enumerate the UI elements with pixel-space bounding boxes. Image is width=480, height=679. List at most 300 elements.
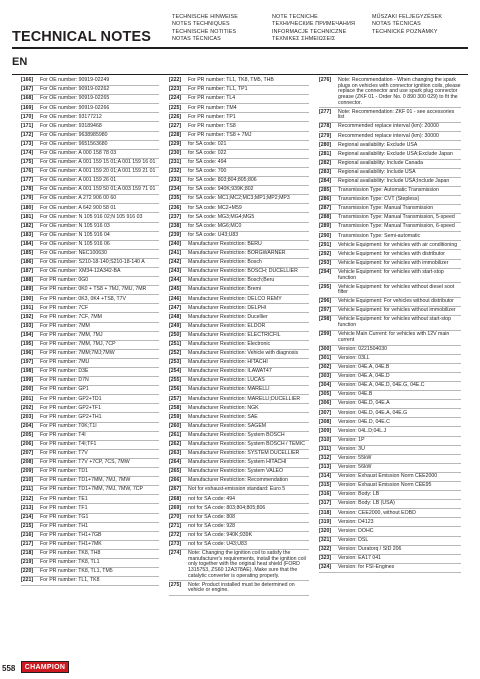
language-title: NOTE TECNICHE <box>272 14 318 20</box>
note-entry <box>319 500 461 509</box>
note-entry <box>21 177 159 186</box>
note-text: Version: DOHC <box>338 527 374 534</box>
notes-column-3 <box>319 77 461 573</box>
note-text: not for SA code: U43;U83 <box>188 541 247 548</box>
note-code: [311] <box>319 445 331 452</box>
note-entry <box>21 523 159 532</box>
note-code: [292] <box>319 250 332 257</box>
note-code: [179] <box>21 195 34 202</box>
note-code: [229] <box>169 140 182 147</box>
note-code: [219] <box>21 559 34 566</box>
note-entry <box>21 168 159 177</box>
note-code: [172] <box>21 131 34 138</box>
note-entry <box>169 177 309 186</box>
note-code: [317] <box>319 500 332 507</box>
note-text: for SA code: MG3;MG4;MG5 <box>188 213 255 220</box>
note-code: [275] <box>169 581 182 588</box>
note-entry <box>169 113 309 122</box>
note-text: For OE number: XM34-12A342-BA <box>40 268 121 275</box>
note-code: [176] <box>21 168 34 175</box>
note-code: [171] <box>21 122 34 129</box>
note-code: [262] <box>169 441 182 447</box>
note-text: Manufacturer Restriction: Vehicle with diagnosis <box>188 350 299 357</box>
note-text: For OE number: A 001 159 26 01 <box>40 177 117 184</box>
note-text: Manufacturer Restriction: System HITACHI <box>188 459 287 466</box>
note-text: Note: Changing the ignition coil to satisfy the manufacturer's requirements, install the ignition coil only together with the original heat shield (FORD 1315753, ZS60 12A378AE). Make sure that the catalytic converter is operating properly. <box>188 550 306 579</box>
note-entry <box>169 359 309 368</box>
note-text: For PR number: TK8, TL1, TM5 <box>40 568 113 575</box>
note-text: Regional availability: Include Canada <box>338 159 424 166</box>
note-text: For OE number: A 001 159 50 01;A 003 159 71 01 <box>40 186 156 193</box>
note-text: For OE number: A 642 900 58 01 <box>40 204 117 211</box>
note-text: For OE number: S210-18-140;S210-18-140 A <box>40 259 145 266</box>
note-entry <box>169 204 309 213</box>
note-code: [313] <box>319 464 332 471</box>
note-entry <box>21 232 159 241</box>
note-code: [315] <box>319 482 332 489</box>
language-title: INFORMACJE TECHNICZNE <box>272 28 347 35</box>
language-title-column <box>172 14 272 44</box>
language-title: NOTAS TÉCNICAS <box>172 36 221 43</box>
note-code: [256] <box>169 386 182 393</box>
section-divider <box>12 74 468 75</box>
note-code: [270] <box>169 513 182 520</box>
note-code: [266] <box>169 477 182 484</box>
note-text: For OE number: A 001 159 20 01;A 001 159 21 01 <box>40 168 156 175</box>
note-code: [302] <box>319 364 332 371</box>
note-text: Version: 04E.D, 04E.C <box>338 418 390 425</box>
note-code: [295] <box>319 283 332 290</box>
note-code: [250] <box>169 331 182 338</box>
note-code: [242] <box>169 259 182 266</box>
note-text: For OE number: NEC100630 <box>40 250 107 257</box>
note-text: For PR number: 7CF <box>40 304 89 311</box>
language-title-column <box>372 14 472 44</box>
note-entry <box>169 150 309 159</box>
note-code: [216] <box>21 531 34 538</box>
note-text: For PR number: GP2+TD1 <box>40 395 102 402</box>
note-entry <box>319 160 461 169</box>
note-text: Regional availability: Exclude USA <box>338 141 418 148</box>
note-entry <box>319 141 461 150</box>
note-code: [198] <box>21 368 34 375</box>
language-section-label: EN <box>12 56 28 68</box>
note-code: [272] <box>169 531 182 538</box>
note-entry <box>319 355 461 364</box>
note-code: [286] <box>319 196 332 203</box>
note-text: For PR number: 0K3, 0K4 +TS8, T7V <box>40 295 126 302</box>
note-text: For PR number: 7MM, 7MJ, 7CP <box>40 340 116 347</box>
note-text: Manufacturer Restriction: Bosch <box>188 259 262 266</box>
note-text: For OE number: 90919-02262 <box>40 86 110 93</box>
note-code: [271] <box>169 522 182 529</box>
note-entry <box>319 546 461 555</box>
note-text: For PR number: TM4 <box>188 104 237 111</box>
note-entry <box>21 132 159 141</box>
note-text: For PR number: 0K0 + TS8 + 7MJ, 7MU, 7MR <box>40 286 147 293</box>
note-code: [236] <box>169 204 182 211</box>
note-code: [188] <box>21 277 34 284</box>
note-code: [290] <box>319 232 332 239</box>
note-entry <box>319 437 461 446</box>
note-entry <box>319 223 461 232</box>
note-code: [178] <box>21 186 34 193</box>
note-entry <box>319 232 461 241</box>
note-code: [285] <box>319 187 332 194</box>
note-entry <box>169 141 309 150</box>
note-code: [210] <box>21 477 34 484</box>
note-text: For PR number: TL4 <box>188 95 236 102</box>
note-text: For PR number: TH1+7MK <box>40 541 102 548</box>
note-text: Version: Body: LB (USA) <box>338 500 395 507</box>
note-text: For PR number: T4I <box>40 431 86 438</box>
note-text: For OE number: N 105 916 03 <box>40 222 110 229</box>
note-code: [322] <box>319 545 332 552</box>
note-text: For PR number: TF1 <box>40 504 88 511</box>
note-entry <box>169 514 309 523</box>
note-code: [207] <box>21 450 34 457</box>
note-text: Vehicle Equipment: for vehicles with distributor <box>338 250 445 257</box>
note-text: Version: Exhaust Emission Norm CEE95 <box>338 482 432 489</box>
note-code: [185] <box>21 250 34 257</box>
note-text: Version: EA17 041 <box>338 555 381 561</box>
note-text: Version: 04E.D, 04E.A, 04E.G <box>338 409 408 416</box>
note-text: Version: DSL <box>338 536 369 543</box>
note-entry <box>21 504 159 513</box>
note-entry <box>21 277 159 286</box>
language-titles <box>172 14 472 44</box>
note-entry <box>319 527 461 536</box>
note-text: For OE number: 90919-02249 <box>40 77 110 84</box>
note-entry <box>319 564 461 573</box>
note-code: [235] <box>169 195 182 202</box>
note-text: For PR number: TK8, TL1 <box>40 559 100 566</box>
note-entry <box>169 368 309 377</box>
note-entry <box>319 373 461 382</box>
note-entry <box>169 523 309 532</box>
note-text: For PR number: 7MU <box>40 359 90 366</box>
note-code: [240] <box>169 240 182 247</box>
note-text: not for SA code: 928 <box>188 522 236 529</box>
note-code: [194] <box>21 331 34 338</box>
note-entry <box>319 482 461 491</box>
note-text: for SA code: U43;U83 <box>188 231 239 238</box>
note-code: [168] <box>21 95 34 102</box>
note-code: [246] <box>169 295 182 302</box>
note-text: Version: 04E.A, 04E.D, 04E.G, 04E.C <box>338 382 425 389</box>
note-text: For PR number: T4I;TF1 <box>40 441 97 447</box>
note-entry <box>169 304 309 313</box>
note-text: Manufacturer Restriction: NGK <box>188 404 259 411</box>
note-entry <box>21 377 159 386</box>
note-text: For PR number: 0G0 <box>40 277 89 284</box>
note-entry <box>21 559 159 568</box>
note-text: for SA code: MC2+M59 <box>188 204 242 211</box>
note-code: [259] <box>169 413 182 420</box>
note-text: For OE number: A 272 906 00 60 <box>40 195 117 202</box>
note-code: [291] <box>319 241 332 248</box>
note-entry <box>21 141 159 150</box>
note-entry <box>319 346 461 355</box>
note-entry <box>169 441 309 450</box>
note-entry <box>21 413 159 422</box>
language-title: ΤΕΧΝΙΚΕΣ ΣΗΜΕΙΩΣΕΙΣ <box>272 36 336 43</box>
note-entry <box>21 259 159 268</box>
note-code: [213] <box>21 504 34 511</box>
note-text: for SA code: 700 <box>188 168 227 175</box>
note-text: for SA code: 803;804;805;806 <box>188 177 257 184</box>
note-code: [254] <box>169 368 182 375</box>
note-entry <box>21 532 159 541</box>
note-code: [316] <box>319 491 332 498</box>
note-entry <box>21 104 159 113</box>
note-text: For PR number: TD1+7MM, 7MJ, 7MW, 7CP <box>40 486 143 493</box>
note-text: Version: CEE2000, without EOBD <box>338 509 416 516</box>
note-code: [269] <box>169 504 182 511</box>
note-text: Version: 0221504030 <box>338 345 388 352</box>
note-text: Transmission Type: Manual Transmission, 6-speed <box>338 223 455 230</box>
note-code: [288] <box>319 214 332 221</box>
note-text: not for SA code: 803;804;805;806 <box>188 504 266 511</box>
note-text: Version: 03LL <box>338 354 370 361</box>
note-text: For PR number: 7MM;7MJ;7MW <box>40 350 115 357</box>
note-code: [226] <box>169 113 182 120</box>
note-code: [200] <box>21 386 34 393</box>
note-text: For OE number: N 105 916 06 <box>40 240 110 247</box>
note-text: For PR number: 7MM, 7MJ <box>40 331 103 338</box>
note-text: Manufacturer Restriction: BERU <box>188 240 262 247</box>
note-text: Manufacturer Restriction: ILAWAT47 <box>188 368 272 375</box>
note-entry <box>169 213 309 222</box>
note-text: For PR number: TS8 <box>188 122 236 129</box>
note-entry <box>21 568 159 577</box>
note-entry <box>319 298 461 307</box>
note-code: [238] <box>169 222 182 229</box>
note-code: [203] <box>21 413 34 420</box>
note-entry <box>169 223 309 232</box>
note-entry <box>169 495 309 504</box>
note-text: Vehicle Equipment: for vehicles with start-stop function <box>338 268 444 281</box>
note-code: [280] <box>319 141 332 148</box>
note-entry <box>169 295 309 304</box>
note-text: For OE number: N 105 916 04 <box>40 231 110 238</box>
note-code: [182] <box>21 222 34 229</box>
note-entry <box>169 95 309 104</box>
note-entry <box>21 468 159 477</box>
note-text: Manufacturer Restriction: BOSCH; DUCELLIER <box>188 268 298 275</box>
note-entry <box>319 555 461 564</box>
note-text: For OE number: 9651563680 <box>40 140 108 147</box>
note-text: Version: 3U <box>338 445 365 452</box>
note-text: For OE number: A 000 158 78 03 <box>40 150 117 156</box>
note-code: [211] <box>21 486 33 493</box>
note-entry <box>319 283 461 298</box>
note-code: [234] <box>169 186 182 193</box>
note-text: Version: 1P <box>338 436 365 443</box>
note-code: [202] <box>21 404 34 411</box>
note-code: [217] <box>21 541 34 548</box>
note-code: [227] <box>169 122 182 129</box>
note-text: Recommended replace interval (km): 30000 <box>338 132 439 139</box>
note-text: For PR number: 7CF, 7MM <box>40 313 102 320</box>
note-entry <box>169 486 309 495</box>
note-code: [301] <box>319 354 332 361</box>
note-code: [186] <box>21 259 34 266</box>
note-entry <box>169 323 309 332</box>
note-code: [310] <box>319 436 332 443</box>
note-code: [215] <box>21 522 34 529</box>
note-entry <box>319 214 461 223</box>
note-text: For PR number: TD1 <box>40 468 89 475</box>
note-code: [184] <box>21 240 34 247</box>
note-entry <box>169 277 309 286</box>
note-entry <box>21 268 159 277</box>
note-entry <box>169 541 309 550</box>
note-code: [305] <box>319 391 332 398</box>
note-code: [224] <box>169 95 182 102</box>
note-text: Vehicle Equipment: for vehicles without diesel soot filter <box>338 283 455 296</box>
note-text: Version: 04E.A, 04E.D <box>338 373 390 380</box>
language-title: NOTES TECHNIQUES <box>172 21 230 28</box>
note-text: Manufacturer Restriction: BORGWARNER <box>188 250 286 257</box>
note-code: [252] <box>169 350 182 357</box>
note-code: [218] <box>21 550 34 557</box>
note-text: For PR number: TL1, TP1 <box>188 86 248 93</box>
note-text: For PR number: GP1 <box>40 386 89 393</box>
note-entry <box>21 241 159 250</box>
note-entry <box>319 491 461 500</box>
notes-column-1 <box>21 77 159 586</box>
note-text: Manufacturer Restriction: SAGEM <box>188 422 267 429</box>
note-text: Transmission Type: CVT (Stepless) <box>338 196 420 203</box>
note-text: For OE number: 93177212 <box>40 113 102 120</box>
note-code: [264] <box>169 459 182 466</box>
note-text: Manufacturer Restriction: System BOSCH / TEMIC <box>188 441 305 447</box>
note-code: [208] <box>21 459 34 466</box>
note-entry <box>319 150 461 159</box>
note-text: Manufacturer Restriction: Ducellier <box>188 313 268 320</box>
note-entry <box>21 350 159 359</box>
note-entry <box>169 432 309 441</box>
note-code: [294] <box>319 268 332 275</box>
note-code: [173] <box>21 140 34 147</box>
note-entry <box>21 313 159 322</box>
note-entry <box>21 550 159 559</box>
note-code: [276] <box>319 77 332 84</box>
note-text: Recommended replace interval (km): 20000 <box>338 123 439 130</box>
note-text: For PR number: TE1 <box>40 495 88 502</box>
note-text: Note: Recommendation - When changing the spark plugs on vehicles with connector ignition coils, please replace the connector and use spark plug connector grease (ZKF 01 - Order No. 0 890 300 029) to fit the connector. <box>338 77 461 106</box>
note-entry <box>169 268 309 277</box>
note-text: Version: 55kW <box>338 454 372 461</box>
note-entry <box>169 423 309 432</box>
note-entry <box>169 477 309 486</box>
note-entry <box>21 450 159 459</box>
language-title: TECHNISCHE NOTITIES <box>172 28 237 35</box>
note-code: [312] <box>319 454 332 461</box>
note-code: [277] <box>319 108 332 115</box>
note-text: Transmission Type: Semi-automatic <box>338 232 421 239</box>
language-title: MŰSZAKI FELJEGYZÉSEK <box>372 14 443 20</box>
note-text: for SA code: 494 <box>188 159 227 166</box>
note-code: [278] <box>319 123 332 130</box>
note-entry <box>169 459 309 468</box>
note-code: [187] <box>21 268 34 275</box>
language-title: NOTAS TÉCNICAS <box>372 21 421 28</box>
note-code: [231] <box>169 159 182 166</box>
note-text: For PR number: D7N <box>40 377 89 384</box>
note-text: For PR number: T7V +7CP, 7CS, 7MW <box>40 459 130 466</box>
note-text: Version: for FSI-Engines <box>338 564 395 571</box>
note-text: For PR number: TG1 <box>40 513 89 520</box>
note-code: [230] <box>169 150 182 156</box>
note-entry <box>169 341 309 350</box>
note-code: [297] <box>319 307 332 314</box>
note-entry <box>319 316 461 331</box>
note-text: Regional availability: Exclude USA;Exclude Japan <box>338 150 453 157</box>
note-entry <box>319 331 461 346</box>
note-entry <box>319 446 461 455</box>
note-code: [241] <box>169 250 182 257</box>
note-code: [268] <box>169 495 182 502</box>
note-entry <box>319 260 461 269</box>
note-text: Vehicle Equipment: for vehicles without immobilizer <box>338 307 456 314</box>
note-code: [170] <box>21 113 34 120</box>
note-entry <box>21 386 159 395</box>
note-entry <box>169 186 309 195</box>
note-entry <box>169 232 309 241</box>
note-text: Not for exhaust-emission standard: Euro 5 <box>188 486 286 493</box>
note-entry <box>319 409 461 418</box>
note-text: For PR number: GP2+TF1 <box>40 404 101 411</box>
note-text: Version: Body: LB <box>338 491 380 498</box>
note-entry <box>169 77 309 86</box>
note-text: Manufacturer Restriction: LUCAS <box>188 377 265 384</box>
note-text: Manufacturer Restriction: MARELLI;DUCELLIER <box>188 395 301 402</box>
note-entry <box>21 332 159 341</box>
note-text: For OE number: 90919-02266 <box>40 104 110 111</box>
note-code: [279] <box>319 132 332 139</box>
note-entry <box>169 377 309 386</box>
note-code: [166] <box>21 77 34 84</box>
note-code: [253] <box>169 359 182 366</box>
note-code: [225] <box>169 104 182 111</box>
note-entry <box>169 550 309 581</box>
note-code: [293] <box>319 259 332 266</box>
note-entry <box>319 187 461 196</box>
note-code: [298] <box>319 316 332 323</box>
note-text: Manufacturer Restriction: HITACHI <box>188 359 268 366</box>
note-code: [190] <box>21 295 34 302</box>
note-entry <box>21 204 159 213</box>
note-entry <box>21 341 159 350</box>
note-entry <box>169 286 309 295</box>
note-code: [175] <box>21 159 34 166</box>
note-text: Note: Product installed must be determined on vehicle or engine. <box>188 581 295 594</box>
note-entry <box>169 581 309 596</box>
note-code: [214] <box>21 513 34 520</box>
note-text: For PR number: TP1 <box>188 113 236 120</box>
note-text: Manufacturer Restriction: SAE <box>188 413 258 420</box>
note-text: For PR number: T7V <box>40 450 88 457</box>
note-entry <box>21 323 159 332</box>
note-code: [320] <box>319 527 332 534</box>
note-entry <box>21 122 159 131</box>
note-text: For PR number: GP2+TH1 <box>40 413 102 420</box>
note-entry <box>21 577 159 586</box>
note-entry <box>21 295 159 304</box>
note-text: Manufacturer Restriction: System BOSCH <box>188 431 285 438</box>
